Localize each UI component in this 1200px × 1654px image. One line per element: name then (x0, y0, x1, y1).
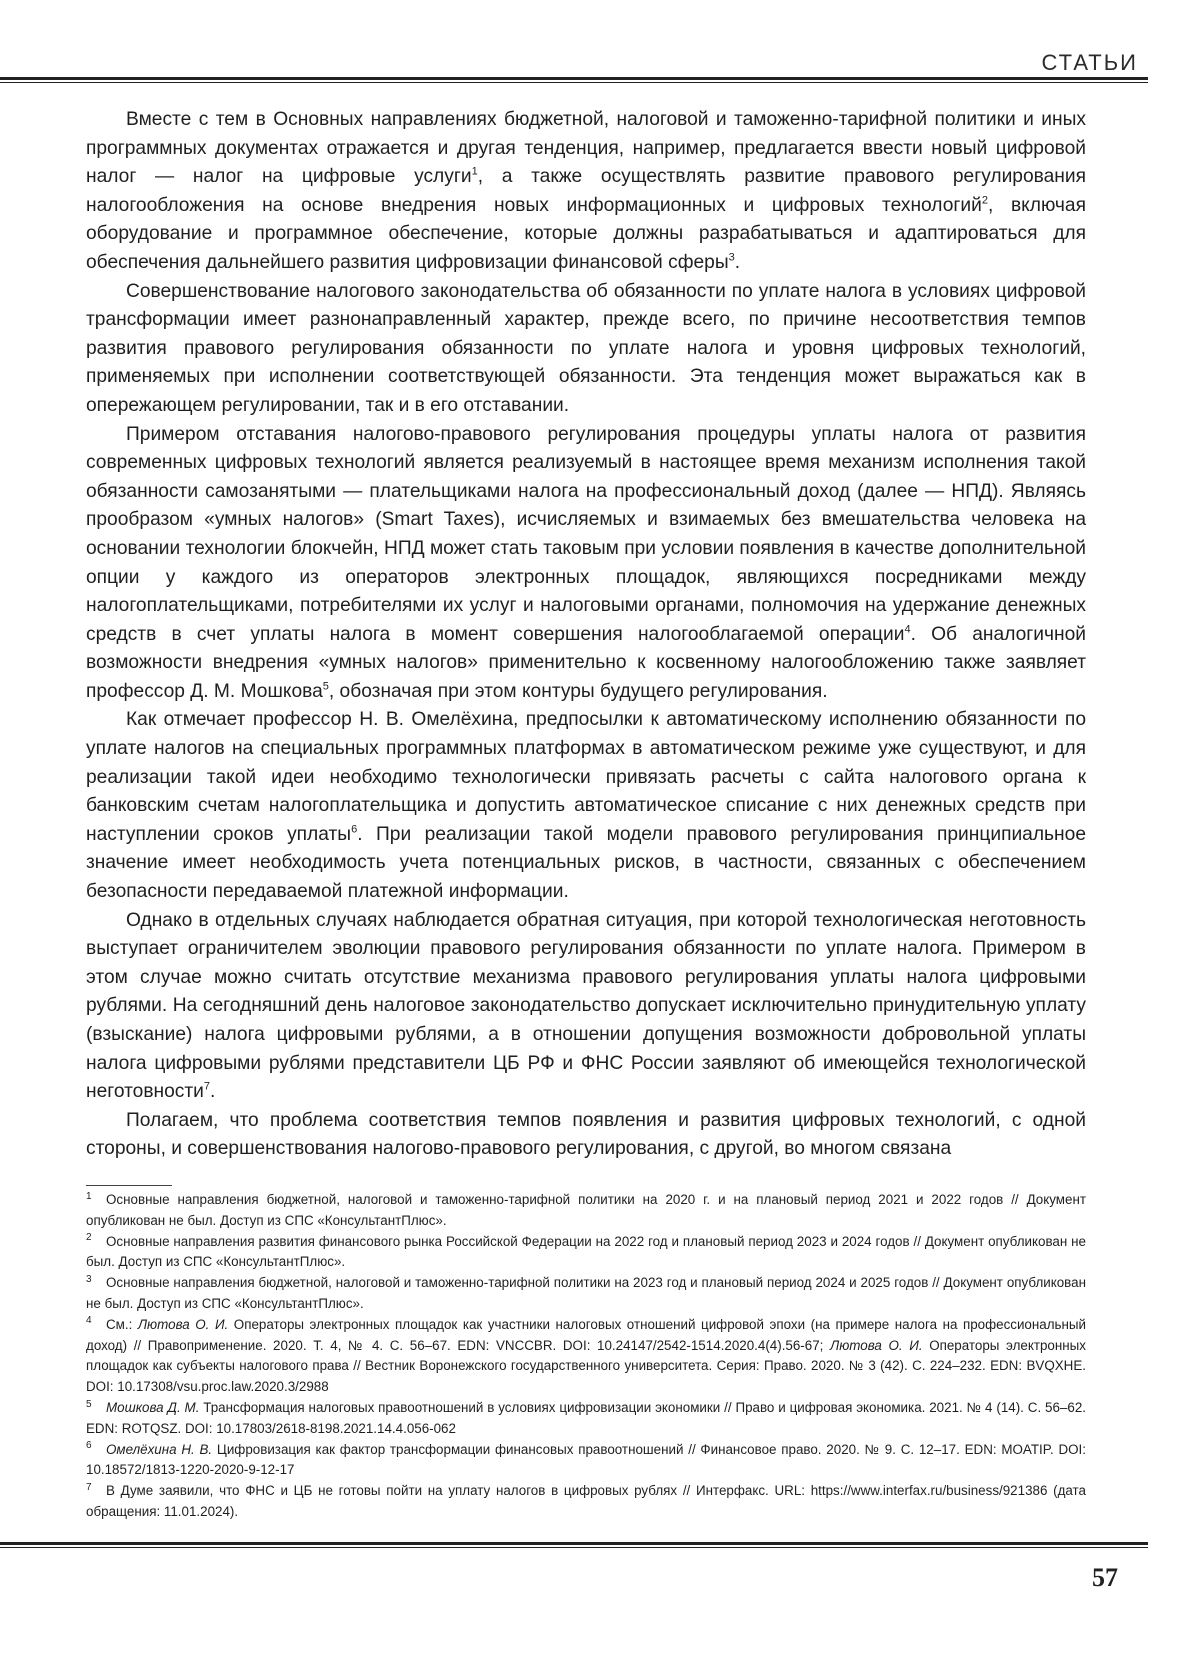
footnote-2: 2 Основные направления развития финансового рынка Российской Федерации на 2022 год и плановый период 2023 и 2024 годов // Документ опубликован не был. Доступ из СПС «КонсультантПлюс». (86, 1232, 1086, 1270)
footnote-ref-4[interactable]: 4 (904, 623, 911, 636)
header-rule-thin (0, 82, 1148, 83)
footnote-ref-2[interactable]: 2 (981, 194, 988, 207)
footnote-1: 1 Основные направления бюджетной, налоговой и таможенно-тарифной политики на 2020 г. и на плановый период 2021 и 2022 годов // Документ опубликован не был. Доступ из СПС «КонсультантПлюс». (86, 1190, 1086, 1228)
footnote-divider (86, 1185, 172, 1186)
paragraph-6: Полагаем, что проблема соответствия темпов появления и развития цифровых технологий, с одной стороны, и совершенствования налогово-правового регулирования, с другой, во многом связана (86, 1109, 1086, 1160)
footnote-author: Мошкова Д. М. (106, 1399, 200, 1415)
paragraph-1: Вместе с тем в Основных направлениях бюджетной, налоговой и таможенно-тарифной политики и иных программных документах отражается и другая тенденция, например, предлагается ввести новый цифровой налог — налог на цифровые услуги$^1$, а также осуществлять развитие правового регулирования налогообложения на основе внедрения новых информационных и цифровых технологий$^2$, включая оборудование и программное обеспечение, которые должны разрабатываться и адаптироваться для обеспечения дальнейшего развития цифровизации финансовой сферы$^3$. (86, 109, 1087, 273)
footnote-ref-6[interactable]: 6 (351, 823, 358, 836)
footnote-3: 3 Основные направления бюджетной, налоговой и таможенно-тарифной политики на 2023 год и плановый период 2024 и 2025 годов // Документ опубликован не был. Доступ из СПС «КонсультантПлюс». (86, 1273, 1086, 1311)
footer-rule-thick (0, 1542, 1148, 1545)
paragraph-2: Совершенствование налогового законодательства об обязанности по уплате налога в условиях цифровой трансформации имеет разнонаправленный характер, прежде всего, по причине несоответствия темпов развития правового регулирования обязанности по уплате налога и уровня цифровых технологий, применяемых при исполнении соответствующей обязанности. Эта тенденция может выражаться как в опережающем регулировании, так и в его отставании. (86, 280, 1086, 416)
footnote-ref-1[interactable]: 1 (471, 165, 478, 178)
footnote-ref-5[interactable]: 5 (322, 680, 329, 693)
header-rule-thick (0, 77, 1148, 80)
footnote-author: Лютова О. И. (830, 1337, 923, 1353)
paragraph-5: Однако в отдельных случаях наблюдается обратная ситуация, при которой технологическая неготовность выступает ограничителем эволюции правового регулирования обязанности по уплате налога. Примером в этом случае можно считать отсутствие механизма правового регулирования уплаты налога цифровыми рублями. На сегодняшний день налоговое законодательство допускает исключительно принудительную уплату (взыскание) налога цифровыми рублями, а в отношении допущения возможности добровольной уплаты налога цифровыми рублями представители ЦБ РФ и ФНС России заявляют об имеющейся технологической неготовности$^7$. (86, 909, 1086, 1103)
footnote-5: 5 Мошкова Д. М. Трансформация налоговых правоотношений в условиях цифровизации экономики // Право и цифровая экономика. 2021. № 4 (14). С. 56–62. EDN: ROTQSZ. DOI: 10.17803/2618-8198.2021.14.4.056-062 (86, 1398, 1087, 1436)
footnote-4: 4 См.: Лютова О. И. Операторы электронных площадок как участники налоговых отношений цифровой эпохи (на примере налога на профессиональный доход) // Правоприменение. 2020. Т. 4, № 4. С. 56–67. EDN: VNCCBR. DOI: 10.24147/2542-1514.2020.4(4).56-67; Лютова О. И. Операторы электронных площадок как субъекты налогового права // Вестник Воронежского государственного университета. Серия: Право. 2020. № 3 (42). С. 224–232. EDN: BVQXHE. DOI: 10.17308/vsu.proc.law.2020.3/2988 (86, 1315, 1087, 1395)
footnote-author: Лютова О. И. (137, 1316, 229, 1332)
paragraph-4: Как отмечает профессор Н. В. Омелёхина, предпосылки к автоматическому исполнению обязанности по уплате налогов на специальных программных платформах в автоматическом режиме уже существуют, и для реализации такой идеи необходимо технологически привязать расчеты с сайта налогового органа к банковским счетам налогоплательщика и допустить автоматическое списание с них денежных средств при наступлении сроков уплаты$^6$. При реализации такой модели правового регулирования принципиальное значение имеет необходимость учета потенциальных рисков, в частности, связанных с обеспечением безопасности передаваемой платежной информации. (86, 709, 1086, 903)
footnote-6: 6 Омелёхина Н. В. Цифровизация как фактор трансформации финансовых правоотношений // Финансовое право. 2020. № 9. С. 12–17. EDN: MOATIP. DOI: 10.18572/1813-1220-2020-9-12-17 (86, 1440, 1086, 1478)
article-body (86, 106, 1086, 1164)
footnotes (86, 1190, 1086, 1523)
footnote-author: Омелёхина Н. В. (106, 1441, 213, 1457)
paragraph-3: Примером отставания налогово-правового регулирования процедуры уплаты налога от развития современных цифровых технологий является реализуемый в настоящее время механизм исполнения такой обязанности самозанятыми — плательщиками налога на профессиональный доход (далее — НПД). Являясь прообразом «умных налогов» (Smart Taxes), исчисляемых и взимаемых без вмешательства человека на основании технологии блокчейн, НПД может стать таковым при условии появления в качестве дополнительной опции у каждого из операторов электронных площадок, являющихся посредниками между налогоплательщиками, потребителями их услуг и налоговыми органами, полномочия на удержание денежных средств в счет уплаты налога в момент совершения налогооблагаемой операции$^4$. Об аналогичной возможности внедрения «умных налогов» применительно к косвенному налогообложению также заявляет профессор Д. М. Мошкова$^5$, обозначая при этом контуры будущего регулирования. (86, 423, 1086, 702)
footer-rule-thin (0, 1547, 1148, 1548)
footnote-ref-7[interactable]: 7 (203, 1080, 211, 1093)
section-label: СТАТЬИ (1041, 50, 1138, 75)
page-number: 57 (1092, 1563, 1118, 1592)
footnote-7: 7 В Думе заявили, что ФНС и ЦБ не готовы пойти на уплату налогов в цифровых рублях // Интерфакс. URL: https://www.interfax.ru/business/921386 (дата обращения: 11.01.2024). (86, 1481, 1086, 1519)
footnote-ref-3[interactable]: 3 (728, 251, 735, 264)
